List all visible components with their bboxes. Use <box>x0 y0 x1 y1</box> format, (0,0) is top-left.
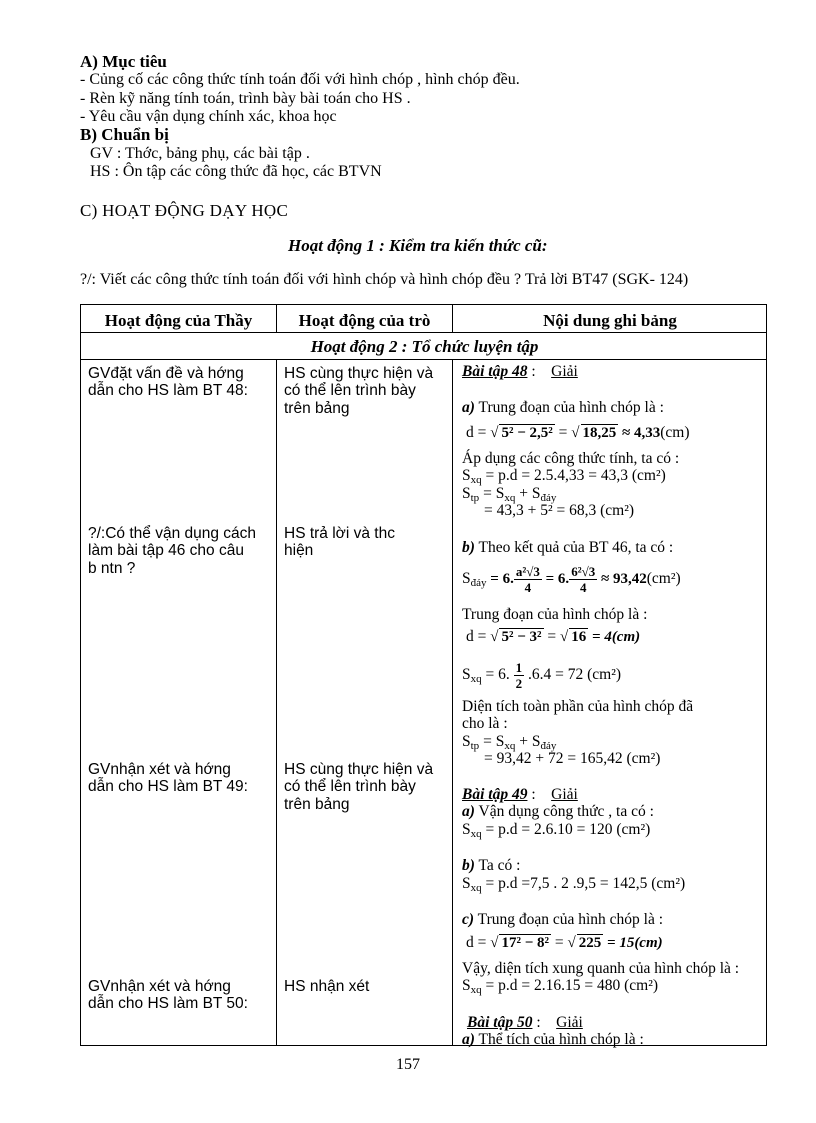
s-symbol: S <box>462 977 471 994</box>
section-a-title: A) Mục tiêu <box>80 52 167 71</box>
d48-radicand: 5² − 2,5² <box>501 425 553 441</box>
fraction-2 <box>569 564 597 595</box>
plus-sign: + <box>515 733 532 750</box>
s-symbol: S <box>531 733 541 750</box>
s-symbol: S <box>531 485 541 502</box>
d48-unit: (cm) <box>660 424 690 441</box>
teacher-note-4b: dẫn cho HS làm BT 50: <box>88 995 248 1012</box>
xq-subscript: xq <box>470 984 482 996</box>
student-note-2b: hiện <box>284 542 314 559</box>
d-prefix: d = <box>466 424 491 441</box>
teacher-note-1b: dẫn cho HS làm BT 48: <box>88 382 248 399</box>
d48-radicand-2: 18,25 <box>582 425 617 441</box>
bt49-sxq-a <box>462 821 650 843</box>
bt48-apply: Áp dụng các công thức tính, ta có : <box>462 450 680 467</box>
xq-subscript: xq <box>470 828 482 840</box>
s-symbol: S <box>462 467 471 484</box>
fraction-2-num: 6²√3 <box>571 564 596 579</box>
d3-radicand-2: 225 <box>578 935 602 951</box>
bt49-sxq-a-value: = p.d = 2.6.10 = 120 (cm²) <box>481 821 651 838</box>
fraction-half <box>514 660 525 691</box>
d3-radicand: 17² − 8² <box>501 935 550 951</box>
activity-2-divider <box>81 359 766 360</box>
xq-subscript: xq <box>504 492 516 504</box>
activity-2-title: Hoạt động 2 : Tổ chức luyện tập <box>310 337 539 356</box>
page-number: 157 <box>396 1056 420 1073</box>
bt48-colon: : <box>527 363 536 380</box>
bt48-a-label: a) <box>462 399 475 416</box>
bt48-d2-formula: d = √ 5² − 3² = √ 16 = 4(cm) <box>466 628 641 645</box>
bt49-d3-formula: d = √ 17² − 8² = √ 225 = 15(cm) <box>466 934 663 951</box>
d48-approx: ≈ 4,33 <box>618 425 661 441</box>
xq-subscript: xq <box>504 740 516 752</box>
student-note-4a: HS nhận xét <box>284 978 370 995</box>
bt49-a-line <box>462 803 654 820</box>
bt48-stp-b-line2: = 93,42 + 72 = 165,42 (cm²) <box>484 750 661 767</box>
s-symbol: S <box>462 570 471 588</box>
half-num: 1 <box>515 660 523 675</box>
bt49-sxq-b-value: = p.d =7,5 . 2 .9,5 = 142,5 (cm²) <box>481 875 686 892</box>
plus-sign: + <box>515 485 532 502</box>
d-prefix: d = <box>466 628 491 645</box>
day-subscript: đáy <box>540 492 557 504</box>
bt48-stp-line2: = 43,3 + 5² = 68,3 (cm²) <box>484 502 635 519</box>
s-symbol: S <box>462 733 471 750</box>
sday-eq: = 6. <box>486 571 514 588</box>
d2-result: = 4(cm) <box>588 629 641 645</box>
bt48-b-text: Theo kết quả của BT 46, ta có : <box>474 539 674 556</box>
bt48-sxq-b <box>462 660 621 691</box>
bt49-heading <box>462 786 578 803</box>
bt49-sxq-b <box>462 875 685 897</box>
fraction-1-num: a²√3 <box>515 564 540 579</box>
student-note-3a: HS cùng thực hiện và <box>284 761 434 778</box>
bt49-giai: Giải <box>551 786 578 803</box>
bt49-colon: : <box>527 786 536 803</box>
bt49-b-label: b) <box>462 857 475 874</box>
d-prefix: d = <box>466 934 491 951</box>
eq-sign: = <box>479 485 496 502</box>
bt49-b-line <box>462 857 520 874</box>
section-a-line-2: - Rèn kỹ năng tính toán, trình bày bài toán cho HS . <box>80 90 411 107</box>
teacher-note-3b: dẫn cho HS làm BT 49: <box>88 778 248 795</box>
fraction-1 <box>514 564 542 595</box>
column-divider-1 <box>276 359 277 1045</box>
student-note-1a: HS cùng thực hiện và <box>284 365 434 382</box>
bt48-b-label: b) <box>462 539 475 556</box>
xq-subscript: xq <box>470 882 482 894</box>
student-note-2a: HS trả lời và thc <box>284 525 395 542</box>
bt50-heading <box>467 1014 583 1031</box>
teacher-note-4a: GVnhận xét và hớng <box>88 978 231 995</box>
bt49-a-label: a) <box>462 803 475 820</box>
section-b-gv: GV : Thớc, bảng phụ, các bài tập . <box>90 145 310 162</box>
bt48-heading <box>462 363 578 380</box>
bt49-title: Bài tập 49 <box>462 786 528 803</box>
bt49-c-text: Trung đoạn của hình chóp là : <box>474 911 664 928</box>
bt50-a-line <box>462 1031 644 1048</box>
bt49-vay: Vậy, diện tích xung quanh của hình chóp là : <box>462 960 740 977</box>
bt48-d-formula: d = √ 5² − 2,5² = √ 18,25 ≈ 4,33(cm) <box>466 424 690 441</box>
bt48-dtp-1: Diện tích toàn phần của hình chóp đã <box>462 698 694 715</box>
teacher-note-2a: ?/:Có thể vận dụng cách <box>88 525 257 542</box>
bt48-sday <box>462 564 681 595</box>
day-subscript: đáy <box>470 577 487 590</box>
s-symbol: S <box>462 485 471 502</box>
eq-sign: = <box>479 733 496 750</box>
column-divider-2 <box>452 359 453 1045</box>
sxq-b-pre: = 6. <box>481 666 514 684</box>
bt48-dtp-2: cho là : <box>462 715 508 732</box>
s-symbol: S <box>462 875 471 892</box>
bt50-giai: Giải <box>556 1014 583 1031</box>
bt50-title: Bài tập 50 <box>467 1014 533 1031</box>
activity-1-title: Hoạt động 1 : Kiểm tra kiến thức cũ: <box>288 236 548 255</box>
section-a-line-1: - Củng cố các công thức tính toán đối với hình chóp , hình chóp đều. <box>80 71 520 88</box>
bt49-b-text: Ta có : <box>474 857 521 874</box>
fraction-2-den: 4 <box>579 580 587 595</box>
section-c-title: C) HOẠT ĐỘNG DẠY HỌC <box>80 201 289 220</box>
bt50-colon: : <box>532 1014 541 1031</box>
bt48-trung-doan: Trung đoạn của hình chóp là : <box>462 606 648 623</box>
sxq-b-post: .6.4 = 72 (cm²) <box>524 666 622 684</box>
bt49-c-line <box>462 911 663 928</box>
bt50-a-text: Thể tích của hình chóp là : <box>474 1031 644 1048</box>
eq-6: = 6. <box>541 571 570 588</box>
half-den: 2 <box>515 676 523 691</box>
d2-radicand-2: 16 <box>571 629 587 645</box>
xq-subscript: xq <box>470 474 482 486</box>
teacher-note-2b: làm bài tập 46 cho câu <box>88 542 244 559</box>
tp-subscript: tp <box>470 492 480 504</box>
bt48-giai: Giải <box>551 363 578 380</box>
bt48-a-line <box>462 399 664 416</box>
day-subscript: đáy <box>540 740 557 752</box>
fraction-1-den: 4 <box>524 580 532 595</box>
student-note-3b: có thể lên trình bày <box>284 778 416 795</box>
s-symbol: S <box>495 485 505 502</box>
section-a-line-3: - Yêu cầu vận dụng chính xác, khoa học <box>80 108 337 125</box>
s-symbol: S <box>495 733 505 750</box>
bt48-title: Bài tập 48 <box>462 363 528 380</box>
lesson-table <box>80 304 767 1046</box>
header-board: Nội dung ghi bảng <box>543 311 677 330</box>
cm2-unit: (cm²) <box>646 570 681 588</box>
bt49-c-label: c) <box>462 911 475 928</box>
bt49-sxq-c-value: = p.d = 2.16.15 = 480 (cm²) <box>481 977 659 994</box>
student-note-1b: có thể lên trình bày <box>284 382 416 399</box>
bt48-b-line <box>462 539 673 556</box>
student-note-3c: trên bảng <box>284 796 350 813</box>
d2-mid: = <box>543 628 561 645</box>
header-student: Hoạt động của trò <box>298 311 431 330</box>
header-teacher: Hoạt động của Thầy <box>104 311 253 330</box>
section-b-title: B) Chuẩn bị <box>80 125 169 144</box>
sday-approx: ≈ 93,42 <box>597 571 647 588</box>
tp-subscript: tp <box>470 740 480 752</box>
d3-mid: = <box>551 934 568 951</box>
s-symbol: S <box>462 666 471 684</box>
bt48-a-text: Trung đoạn của hình chóp là : <box>474 399 664 416</box>
d3-result: = 15(cm) <box>603 935 663 951</box>
teacher-note-1a: GVđặt vấn đề và hớng <box>88 365 244 382</box>
xq-subscript: xq <box>470 673 482 686</box>
activity-1-question: ?/: Viết các công thức tính toán đối với hình chóp và hình chóp đều ? Trả lời BT47 (SGK- 124) <box>80 271 689 288</box>
header-divider <box>81 332 766 333</box>
s-symbol: S <box>462 821 471 838</box>
d48-mid: = <box>554 424 572 441</box>
section-b-hs: HS : Ôn tập các công thức đã học, các BTVN <box>90 163 382 180</box>
teacher-note-3a: GVnhận xét và hớng <box>88 761 231 778</box>
bt48-sxq-value: = p.d = 2.5.4,33 = 43,3 (cm²) <box>481 467 666 484</box>
student-note-1c: trên bảng <box>284 400 350 417</box>
d2-radicand: 5² − 3² <box>501 629 542 645</box>
teacher-note-2c: b ntn ? <box>88 560 136 577</box>
bt50-a-label: a) <box>462 1031 475 1048</box>
bt49-a-text: Vận dụng công thức , ta có : <box>474 803 654 820</box>
bt49-sxq-c <box>462 977 658 999</box>
